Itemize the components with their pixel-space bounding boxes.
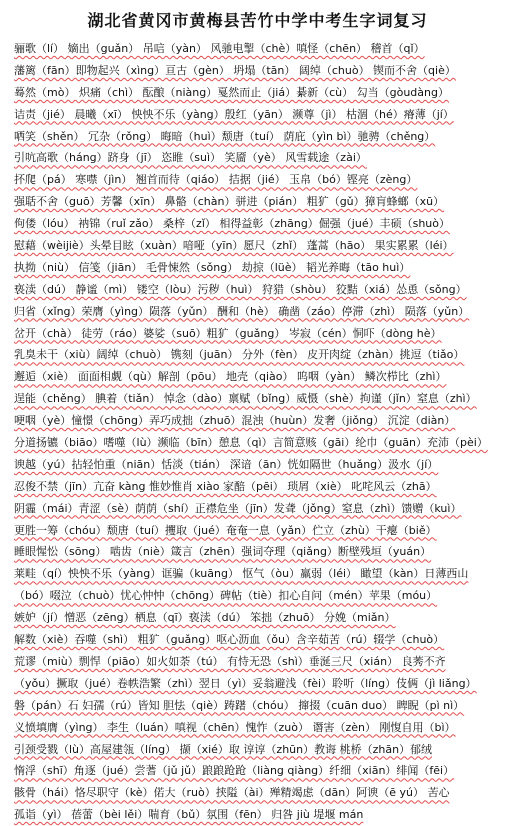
vocab-line: 嫉妒（jí）憎恶（zēng）栖息（qī）亵渎（dú） 笨拙（zhuō） 分娩（miǎn） — [14, 611, 396, 625]
vocab-line: 归省（xǐng）荣膺（yìng）陨落（yǔn） 酬和（hè） 确凿（záo）停滞（zhì） 陨落（yǔn） — [14, 304, 470, 318]
document-title: 湖北省黄冈市黄梅县苦竹中学中考生字词复习 — [87, 11, 428, 30]
vocab-line: 蓦然（mò） 炽痛（chì） 酝酿（niàng）戛然而止（jiá）綦新（cù） 勾当（gòudàng） — [14, 85, 449, 99]
vocab-line: 阴霾（mái）青涩（sè）荫荫（shí）正襟危坐（jīn）发聋（jǒng）窒息（zhì）馈赠（kuì） — [14, 501, 462, 515]
vocab-line: 执拗（niù） 信笺（jiān） 毛骨悚然（sǒng） 劫掠（lüè） 韬光养晦（tāo huì） — [14, 260, 411, 274]
vocab-line: 睡眼惺忪（sōng） 啮齿（niè）箴言（zhēn）强词夺理（qiǎng）断壁残垣（yuán） — [14, 545, 432, 559]
vocab-line: 忍俊不禁（jīn）亢奋 kàng 惟妙惟肖 xiào 家醅（pēi） 琐屑（xiè） 叱咤风云（zhā） — [14, 479, 437, 493]
vocab-line: （bó）啜泣（chuò）忧心忡忡（chōng）碑帖（tiè）扣心自问（mén）苹果（móu） — [14, 589, 438, 603]
vocab-line: 引吭高歌（háng）跻身（jī） 恣睢（suì） 笑靥（yè） 风雪载途（zài） — [14, 151, 367, 165]
vocab-line: 骊歌（lí） 嫡出（guǎn） 吊唁（yàn） 风驰电掣（chè）嗔怪（chēn） 稽首（qǐ） — [14, 42, 425, 55]
vocab-line: 荒谬（miù）剽悍（piāo）如火如荼（tú） 有恃无恐（shì）垂涎三尺（xián） 良莠不齐 — [14, 654, 446, 668]
vocab-line: 诘责（jié） 晨曦（xī） 怏怏不乐（yàng）殷红（yān） 濒尊（jì） 枯涸（hé）瘠薄（jí） — [14, 107, 454, 121]
vocab-line: 惰浮（shī）角逐（jué）尝蓍（jǔ jǔ）踉踉跄跄（liàng qiàng）纤细（xiān）绯闻（fēi） — [14, 764, 455, 778]
vocab-line: 磐（pán）石 妇孺（rú）皆知 胆怯（qiè）踌躇（chóu） 撺掇（cuān duo） 睥睨（pì nì） — [14, 698, 465, 712]
vocab-line: （yǒu）撅取（jué）卷帙浩繁（zhì）翌日（yì）妥翁避浅（fèi）聆听（líng）伎俩（jì liǎng） — [14, 676, 477, 690]
vocab-line: 谀越（yú）拈轻怕重（niān）恬淡（tián） 深谙（ān）恍如隔世（huǎng）汲水（jí） — [14, 457, 439, 471]
vocab-line: 莱畦（qí）怏怏不乐（yàng）诓骗（kuāng） 怄气（òu）羸弱（léi） 瞰望（kàn）日薄西山 — [14, 567, 469, 581]
vocab-line: 邂逅（xiè） 面面相觑（qù）解剖（pōu） 地壳（qiào） 呜咽（yàn） 鳞次栉比（zhì） — [14, 370, 447, 384]
vocab-line: 引颈受戮（lù）高屋建瓴（líng） 撷（xié）取 谆谆（zhūn）教诲 桃桥（zhān）郁绒 — [14, 742, 433, 756]
vocab-line: 逞能（chěng） 腆着（tiǎn） 悼念（dào）禀赋（bǐng）威慑（shè）拘谨（jǐn）窒息（zhì） — [14, 392, 477, 406]
vocab-line: 骸骨（hái）恪尽职守（kè）偌大（ruò）挟隘（ài）殚精竭虑（dān）阿谀（ē yú） 苦心 — [14, 786, 450, 800]
vocab-line: 藩篱（fān）即物起兴（xìng）亘古（gèn） 坍塌（tān） 阔绰（chuò） 锲而不舍（qiè） — [14, 63, 456, 77]
vocab-line: 义愤填膺（yìng） 李生（luán）嗔视（chēn）愧怍（zuò） 谮害（zèn） 刚愎自用（bì） — [14, 720, 456, 734]
vocab-line: 抔爬（pá） 寒噤（jìn） 翘首而待（qiáo） 拮据（jié） 玉帛（bó）铿亮（zèng） — [14, 173, 418, 187]
vocab-line: 更胜一筹（chóu）颓唐（tuí）攫取（jué）奄奄一息（yǎn）伫立（zhù）干瘪（biě） — [14, 523, 437, 537]
vocab-line: 强聒不舍（guō）芳馨（xīn） 鼻骼（chàn）骈进（pián） 粗犷（gǔ）獐肓蜂螂（xū） — [14, 195, 445, 209]
vocab-line: 哽咽（yè）憧憬（chōng）弄巧成拙（zhuō）混浊（huùn）发奢（jiǒng） 沉淀（diàn） — [14, 414, 456, 428]
vocab-line: 孤诣（yì） 蓓蕾（bèi lěi）喘育（bǔ）氛围（fēn） 归咎 jiù 堤堰 mán — [14, 808, 364, 822]
vocab-line: 佝偻（lóu） 衲锦（ruǐ zǎo） 桑梓（zǐ） 相得益彰（zhāng）倔强（jué）丰硕（shuò） — [14, 217, 451, 231]
vocab-line: 岔开（chà） 徒劳（ráo）婆娑（suō）粗犷（guǎng） 岑寂（cén）恫吓（dòng hè） — [14, 326, 442, 340]
vocab-line: 乳臭未干（xiù）阔绰（chuò） 镌刻（juān） 分外（fèn） 皮开肉绽（zhàn）挑逗（tiǎo） — [14, 348, 465, 362]
vocab-line: 慰藉（wèijiè）头晕目眩（xuàn）喑哑（yīn）愿尺（zhǐ） 蓬蒿（hāo） 果实累累（léi） — [14, 239, 454, 253]
vocab-line: 亵渎（dú） 静谧（mì） 镂空（lòu）污秽（huì） 狩猎（shòu） 狡黠（xiá）怂恿（sǒng） — [14, 282, 467, 296]
vocab-line: 解数（xiè）吞噬（shì） 粗犷（guǎng）呕心沥血（ǒu）含辛茹苦（rú）辍学（chuò） — [14, 633, 445, 647]
vocab-line: 分道扬镳（biāo）嗜噬（lù）濒临（bīn）憩息（qì）言简意赅（gāi）纶巾（guān）充沛（pèi） — [14, 436, 488, 450]
vocabulary-list — [14, 38, 501, 826]
vocab-line: 哂笑（shěn） 冗杂（rǒng） 晦暗（huì）颓唐（tuí） 荫庇（yìn bì）驰骋（chěng） — [14, 129, 436, 143]
